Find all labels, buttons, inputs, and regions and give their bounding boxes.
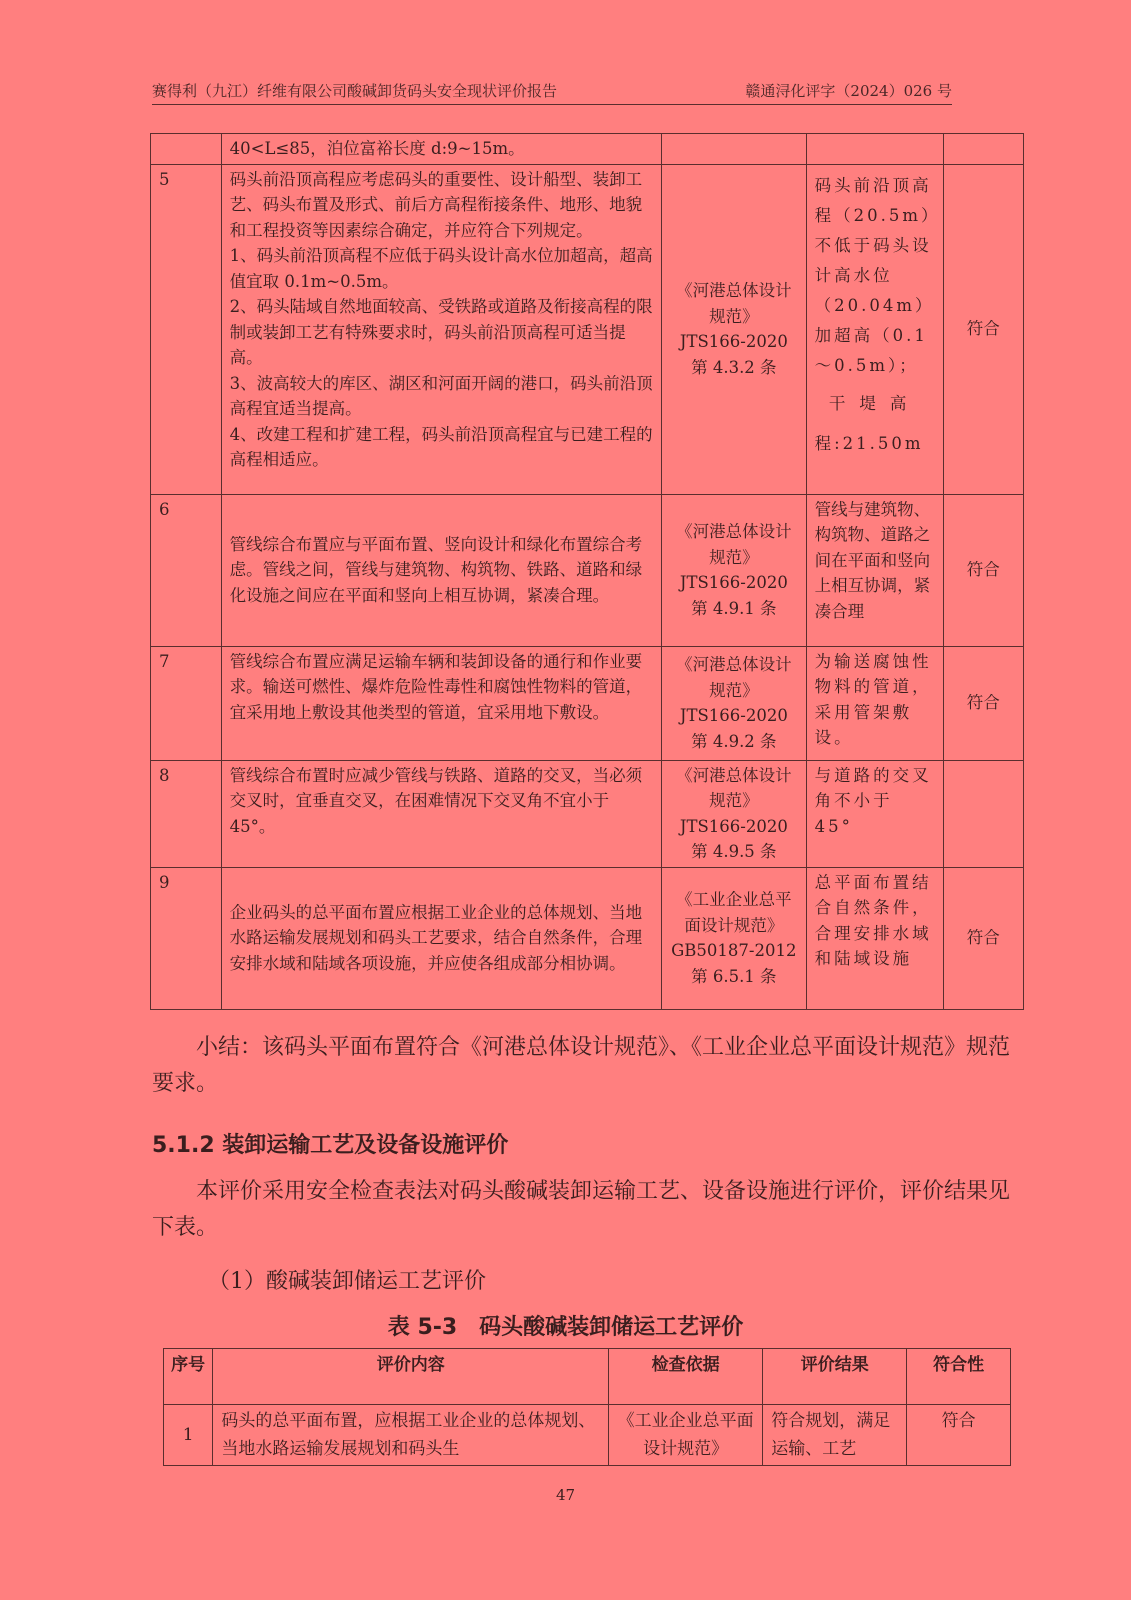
check-basis: 《河港总体设计规范》 JTS166-2020 第 4.9.5 条: [662, 760, 807, 867]
sub-heading: （1）酸碱装卸储运工艺评价: [208, 1269, 486, 1294]
table-row: [151, 760, 1024, 867]
evaluation-result: 符合规划，满足运输、工艺: [763, 1405, 907, 1466]
conformity: 符合: [943, 867, 1023, 1009]
table-caption: 表 5-3 码头酸碱装卸储运工艺评价: [387, 1315, 744, 1340]
evaluation-content: 管线综合布置时应减少管线与铁路、道路的交叉，当必须交叉时，宜垂直交叉，在困难情况下交叉角不宜小于 45°。: [221, 760, 661, 867]
check-basis: 《工业企业总平面设计规范》 GB50187-2012 第 6.5.1 条: [662, 867, 807, 1009]
row-number: 9: [151, 867, 222, 1009]
compliance-table-continued: [150, 133, 1024, 1010]
summary-paragraph: 小结：该码头平面布置符合《河港总体设计规范》、《工业企业总平面设计规范》规范要求。: [152, 1035, 1011, 1096]
table-row: [151, 164, 1024, 494]
evaluation-result: 与道路的交叉角不小于 45°: [806, 760, 943, 867]
section-intro: 本评价采用安全检查表法对码头酸碱装卸运输工艺、设备设施进行评价，评价结果见下表。: [152, 1179, 1011, 1240]
check-basis: 《河港总体设计规范》 JTS166-2020 第 4.9.2 条: [662, 646, 807, 760]
process-evaluation-table: [163, 1348, 1011, 1466]
page-number: 47: [555, 1486, 576, 1504]
page-header: [152, 80, 952, 105]
table-row: [164, 1405, 1011, 1466]
evaluation-content: 企业码头的总平面布置应根据工业企业的总体规划、当地水路运输发展规划和码头工艺要求，结合自然条件，合理安排水域和陆域各项设施，并应使各组成部分相协调。: [221, 867, 661, 1009]
header-no: 序号: [164, 1349, 213, 1405]
conformity: 符合: [943, 164, 1023, 494]
row-number: 7: [151, 646, 222, 760]
evaluation-content: 管线综合布置应满足运输车辆和装卸设备的通行和作业要求。输送可燃性、爆炸危险性毒性和腐蚀性物料的管道，宜采用地上敷设其他类型的管道，宜采用地下敷设。: [221, 646, 661, 760]
row-number: 8: [151, 760, 222, 867]
evaluation-content: 码头的总平面布置，应根据工业企业的总体规划、当地水路运输发展规划和码头生: [213, 1405, 609, 1466]
evaluation-result: 总平面布置结合自然条件，合理安排水域和陆域设施: [806, 867, 943, 1009]
row-number: 1: [164, 1405, 213, 1466]
header-report-title: 赛得利（九江）纤维有限公司酸碱卸货码头安全现状评价报告: [152, 82, 558, 100]
table-row: [151, 867, 1024, 1009]
header-report-number: 赣通浔化评字（2024）026 号: [745, 82, 952, 100]
table-row: [151, 494, 1024, 646]
row-number: 6: [151, 494, 222, 646]
table-row: [151, 646, 1024, 760]
conformity: 符合: [943, 646, 1023, 760]
table-row: [151, 134, 1024, 165]
evaluation-content: 码头前沿顶高程应考虑码头的重要性、设计船型、装卸工艺、码头布置及形式、前后方高程衔接条件、地形、地貌和工程投资等因素综合确定，并应符合下列规定。 1、码头前沿顶高程不应低于码头设计高水位加超高，超高值宜取 0.1m~0.5m。 2、码头陆域自然地面较高、受铁路或道路及衔接高程的限制或装卸工艺有特殊要求时，码头前沿顶高程可适当提高。 3、波高较大的库区、湖区和河面开阔的港口，码头前沿顶高程宜适当提高。 4、改建工程和扩建工程，码头前沿顶高程宜与已建工程的高程相适应。: [221, 164, 661, 494]
header-basis: 检查依据: [609, 1349, 763, 1405]
evaluation-result: 管线与建筑物、构筑物、道路之间在平面和竖向上相互协调，紧凑合理: [806, 494, 943, 646]
conformity: [943, 760, 1023, 867]
evaluation-content: 管线综合布置应与平面布置、竖向设计和绿化布置综合考虑。管线之间，管线与建筑物、构筑物、铁路、道路和绿化设施之间应在平面和竖向上相互协调，紧凑合理。: [221, 494, 661, 646]
check-basis: 《河港总体设计规范》 JTS166-2020 第 4.9.1 条: [662, 494, 807, 646]
conformity: 符合: [943, 494, 1023, 646]
evaluation-result: 为输送腐蚀性物料的管道，采用管架敷设。: [806, 646, 943, 760]
header-result: 评价结果: [763, 1349, 907, 1405]
header-content: 评价内容: [213, 1349, 609, 1405]
continuation-text: 40<L≤85，泊位富裕长度 d:9~15m。: [221, 134, 661, 165]
check-basis: 《河港总体设计规范》 JTS166-2020 第 4.3.2 条: [662, 164, 807, 494]
row-number: 5: [151, 164, 222, 494]
evaluation-result: 码头前沿顶高程（20.5m）不低于码头设计高水位（20.04m）加超高（0.1～0.5m）； 干堤高 程:21.50m: [806, 164, 943, 494]
header-conformity: 符合性: [907, 1349, 1011, 1405]
check-basis: 《工业企业总平面设计规范》: [609, 1405, 763, 1466]
conformity: 符合: [907, 1405, 1011, 1466]
table-header-row: [164, 1349, 1011, 1405]
section-heading: 5.1.2 装卸运输工艺及设备设施评价: [152, 1133, 509, 1158]
